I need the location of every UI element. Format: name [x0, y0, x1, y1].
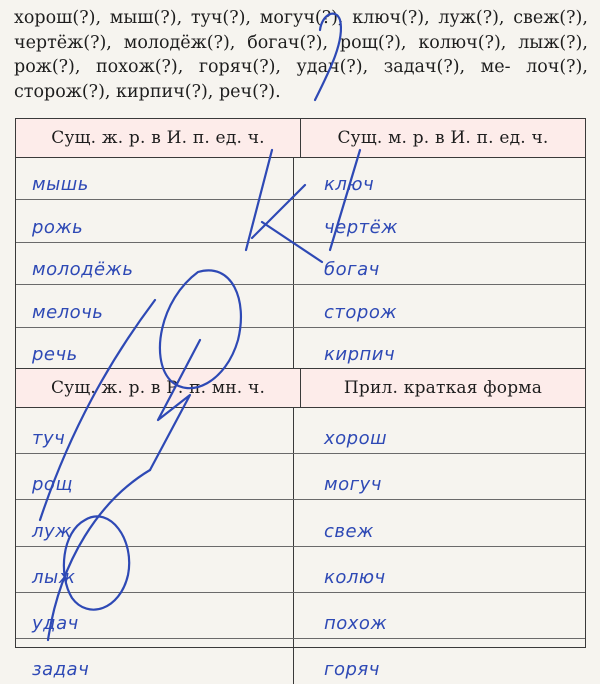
word: чертёж(?),	[14, 32, 112, 53]
word: ключ(?),	[352, 8, 430, 28]
table-row	[16, 158, 585, 200]
handwritten-answer: ключ	[324, 174, 375, 196]
table-row	[16, 547, 585, 593]
table-header	[16, 369, 585, 408]
table-row	[16, 593, 585, 639]
table-row	[16, 500, 585, 546]
word-list	[14, 6, 588, 104]
word: лоч(?),	[526, 57, 588, 77]
handwritten-answer: колюч	[324, 566, 386, 588]
table-row	[16, 243, 585, 285]
word: рощ(?),	[339, 32, 407, 53]
table-row	[16, 454, 585, 500]
word: лыж(?),	[518, 32, 588, 53]
table-row	[16, 328, 585, 369]
word: горяч(?),	[198, 57, 281, 77]
handwritten-answer: луж	[16, 500, 294, 545]
column-header: Сущ. ж. р. в И. п. ед. ч.	[16, 119, 301, 157]
table-row	[16, 639, 585, 684]
answer-table-1	[15, 118, 586, 370]
word: колюч(?),	[418, 32, 507, 53]
handwritten-answer: молодёжь	[16, 243, 294, 284]
handwritten-answer: чертёж	[324, 216, 398, 238]
handwritten-answer: мышь	[16, 158, 294, 199]
handwritten-answer: свеж	[324, 520, 374, 542]
answer-table-2	[15, 368, 586, 681]
handwritten-answer: хорош	[324, 428, 388, 450]
handwritten-answer: горяч	[324, 659, 380, 681]
handwritten-answer: похож	[324, 612, 388, 634]
handwritten-answer: сторож	[324, 301, 398, 323]
word: похож(?),	[95, 57, 184, 77]
table-row	[16, 200, 585, 242]
table-header	[16, 119, 585, 158]
handwritten-answer: могуч	[324, 474, 382, 496]
handwritten-answer: лыж	[16, 547, 294, 592]
handwritten-answer: мелочь	[16, 285, 294, 326]
column-header: Сущ. м. р. в И. п. ед. ч.	[337, 128, 549, 148]
handwritten-answer: рощ	[16, 454, 294, 499]
word: кирпич(?),	[116, 81, 214, 102]
word: луж(?),	[438, 8, 505, 28]
word: удач(?),	[296, 57, 369, 77]
word: ме-	[480, 57, 511, 77]
word: реч(?).	[218, 81, 281, 102]
word: рож(?),	[14, 57, 81, 77]
word: богач(?),	[247, 32, 329, 53]
word: сторож(?),	[14, 81, 111, 102]
word: свеж(?),	[513, 8, 588, 28]
table-row	[16, 285, 585, 327]
handwritten-answer: задач	[16, 639, 294, 684]
handwritten-answer: речь	[16, 328, 294, 369]
handwritten-answer: туч	[16, 408, 294, 453]
handwritten-answer: богач	[324, 259, 380, 281]
handwritten-answer: удач	[16, 593, 294, 638]
handwritten-answer: кирпич	[324, 343, 396, 365]
word: мыш(?),	[109, 8, 183, 28]
column-header: Сущ. ж. р. в Р. п. мн. ч.	[16, 369, 301, 407]
handwritten-answer: рожь	[16, 200, 294, 241]
table-row	[16, 408, 585, 454]
word: задач(?),	[383, 57, 466, 77]
word: туч(?),	[190, 8, 251, 28]
column-header: Прил. краткая форма	[343, 378, 543, 398]
word: хорош(?),	[14, 8, 102, 28]
word: молодёж(?),	[123, 32, 236, 53]
word: могуч(?),	[259, 8, 344, 28]
